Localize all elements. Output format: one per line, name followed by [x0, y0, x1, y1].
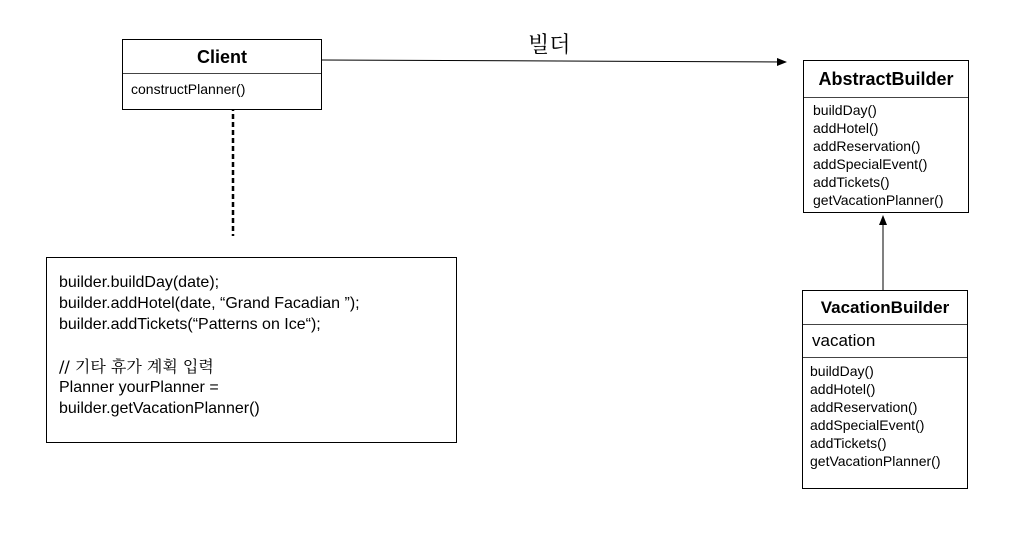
vacation-builder-methods	[803, 358, 967, 470]
arrow-label: 빌더	[528, 33, 571, 58]
note-line: builder.addHotel(date, “Grand Facadian ”);	[59, 295, 360, 312]
method-item: addHotel()	[810, 381, 876, 397]
method-item: getVacationPlanner()	[813, 192, 944, 208]
abstract-builder-class[interactable]	[803, 60, 969, 213]
method-item: addSpecialEvent()	[813, 156, 928, 172]
note-line: builder.buildDay(date);	[59, 274, 220, 291]
client-methods	[123, 74, 321, 98]
method-item: buildDay()	[810, 363, 874, 379]
method-item: addHotel()	[813, 120, 879, 136]
method-item: addReservation()	[813, 138, 921, 154]
method-item: addTickets()	[813, 174, 890, 190]
abstract-builder-class-name: AbstractBuilder	[804, 61, 968, 98]
method-item: addReservation()	[810, 399, 918, 415]
client-class-name: Client	[123, 40, 321, 74]
vacation-builder-class[interactable]	[802, 290, 968, 489]
vacation-builder-field: vacation	[803, 325, 967, 358]
method-item: addTickets()	[810, 435, 887, 451]
client-class[interactable]	[122, 39, 322, 110]
method-item: constructPlanner()	[131, 81, 246, 97]
note-line: // 기타 휴가 계획 입력	[59, 357, 214, 376]
vacation-builder-class-name: VacationBuilder	[803, 291, 967, 325]
note-line: builder.addTickets(“Patterns on Ice“);	[59, 316, 321, 333]
note-line	[59, 335, 456, 356]
code-note	[46, 257, 457, 443]
method-item: addSpecialEvent()	[810, 417, 925, 433]
note-line: builder.getVacationPlanner()	[59, 400, 260, 417]
method-item: getVacationPlanner()	[810, 453, 941, 469]
note-line: Planner yourPlanner =	[59, 379, 219, 396]
method-item: buildDay()	[813, 102, 877, 118]
abstract-builder-methods	[804, 98, 968, 209]
association-arrow	[321, 60, 786, 62]
